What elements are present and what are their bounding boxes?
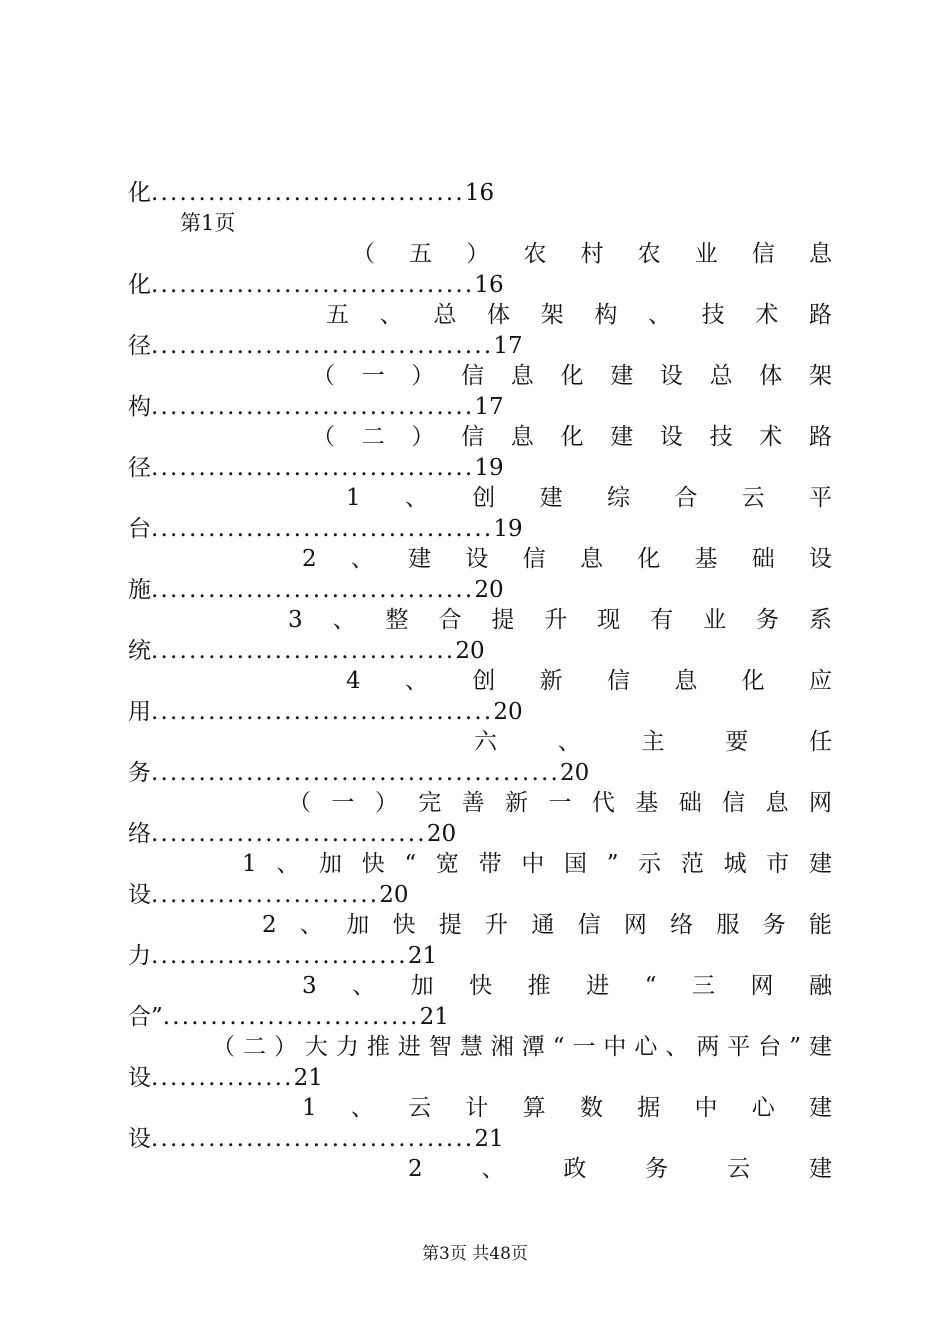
dot-leader: ....................................	[151, 516, 494, 542]
toc-page-number: 17	[493, 333, 523, 359]
dot-leader: .................................	[151, 180, 465, 206]
toc-page-number: 16	[474, 272, 504, 298]
dot-leader: ..................................	[151, 577, 475, 603]
toc-page-number: 21	[407, 943, 438, 969]
toc-heading-line: 1、加快“宽带中国”示范城市建	[242, 851, 832, 877]
toc-heading-line: （一）信息化建设总体架	[312, 363, 832, 389]
toc-page-number: 21	[474, 1126, 504, 1152]
toc-tail-text: 化	[128, 180, 151, 206]
dot-leader: ...........................	[151, 943, 408, 969]
toc-tail-text: 台	[128, 516, 151, 542]
toc-tail-line	[128, 697, 832, 727]
toc-tail-line	[128, 880, 832, 910]
toc-heading-line: 1、创建综合云平	[346, 485, 832, 511]
toc-page-number: 19	[493, 516, 523, 542]
toc-tail-line	[128, 270, 832, 300]
toc-page-number: 21	[293, 1065, 323, 1091]
toc-page-number: 20	[474, 577, 504, 603]
toc-tail-line	[128, 178, 832, 208]
dot-leader: ..................................	[151, 272, 475, 298]
toc-tail-line	[128, 1124, 832, 1154]
toc-tail-line	[128, 331, 832, 361]
toc-tail-text: 施	[128, 577, 151, 603]
toc-page-number: 20	[493, 699, 523, 725]
toc-heading-line: 2、建设信息化基础设	[302, 546, 832, 572]
toc-tail-line	[128, 514, 832, 544]
dot-leader: ..................................	[151, 455, 475, 481]
toc-page-number: 19	[474, 455, 504, 481]
toc-tail-line	[128, 1063, 832, 1093]
toc-heading-line: 3、整合提升现有业务系	[288, 607, 832, 633]
toc-tail-line	[128, 453, 832, 483]
toc-tail-line	[128, 819, 832, 849]
toc-heading-line: （一）完善新一代基础信息网	[288, 790, 832, 816]
toc-tail-text: 用	[128, 699, 151, 725]
inner-page-label: 第1页	[180, 211, 236, 235]
toc-tail-text: 务	[128, 760, 151, 786]
toc-tail-line	[128, 575, 832, 605]
toc-tail-text: 化	[128, 272, 151, 298]
dot-leader: ..................................	[151, 1126, 475, 1152]
toc-heading-line: 2、政务云建	[408, 1156, 832, 1182]
toc-tail-text: 设	[128, 1126, 151, 1152]
dot-leader: ....................................	[151, 699, 494, 725]
toc-heading-line: （五）农村农业信息	[352, 241, 832, 267]
toc-heading-line: 3、加快推进“三网融	[302, 973, 832, 999]
toc-page-number: 20	[559, 760, 590, 786]
toc-page-number: 21	[419, 1004, 449, 1030]
toc-heading-line: 4、创新信息化应	[346, 668, 832, 694]
toc-page-number: 20	[426, 821, 457, 847]
toc-tail-text: 统	[128, 638, 151, 664]
dot-leader: ....................................	[151, 333, 494, 359]
toc-tail-text: 络	[128, 821, 151, 847]
toc-heading-line: （二）大力推进智慧湘潭“一中心、两平台”建	[212, 1034, 832, 1060]
toc-page-number: 17	[474, 394, 504, 420]
dot-leader: ...............	[151, 1065, 294, 1091]
toc-heading-line: 1、云计算数据中心建	[302, 1095, 832, 1121]
toc-tail-text: 设	[128, 1065, 151, 1091]
toc-tail-line	[128, 941, 832, 971]
toc-page-number: 16	[464, 180, 495, 206]
toc-page-number: 20	[379, 882, 409, 908]
toc-tail-text: 径	[128, 333, 151, 359]
dot-leader: ................................	[151, 638, 456, 664]
toc-heading-line: （二）信息化建设技术路	[312, 424, 832, 450]
toc-tail-text: 构	[128, 394, 151, 420]
toc-tail-line	[128, 636, 832, 666]
page-footer: 第3页 共48页	[422, 1244, 528, 1264]
toc-heading-line: 五、总体架构、技术路	[326, 302, 832, 328]
dot-leader: ...........................	[162, 1004, 420, 1030]
toc-tail-text: 合”	[128, 1004, 163, 1030]
dot-leader: .............................	[151, 821, 427, 847]
dot-leader: ...........................................	[151, 760, 560, 786]
toc-tail-text: 设	[128, 882, 151, 908]
toc-page-number: 20	[455, 638, 485, 664]
toc-heading-line: 六、主要任	[474, 729, 832, 755]
toc-heading-line: 2、加快提升通信网络服务能	[262, 912, 832, 938]
dot-leader: ........................	[151, 882, 380, 908]
dot-leader: ..................................	[151, 394, 475, 420]
toc-tail-line	[128, 1002, 832, 1032]
toc-tail-line	[128, 758, 832, 788]
toc-tail-text: 力	[128, 943, 151, 969]
toc-tail-line	[128, 392, 832, 422]
toc-tail-text: 径	[128, 455, 151, 481]
